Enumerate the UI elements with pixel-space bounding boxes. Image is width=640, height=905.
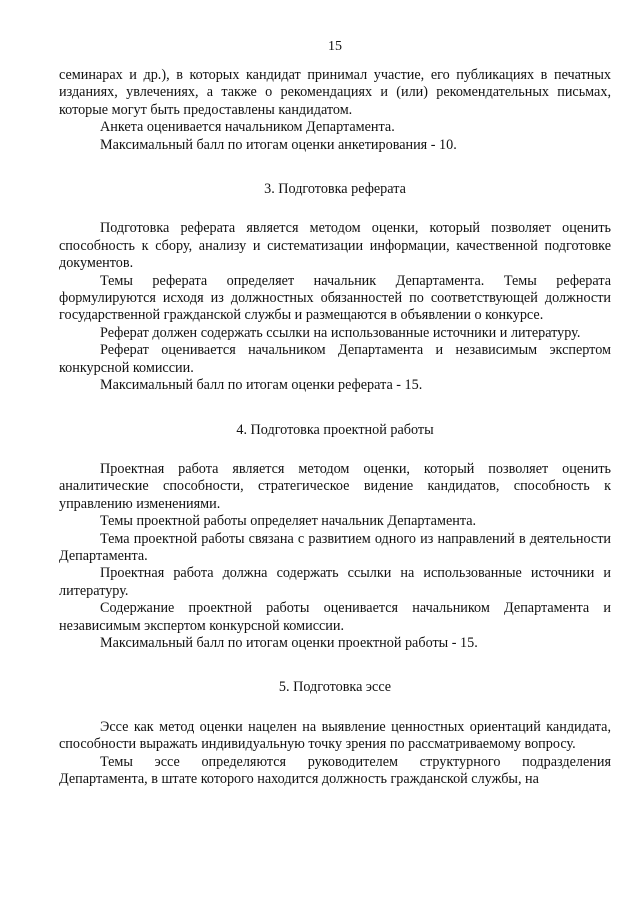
paragraph: Темы реферата определяет начальник Департамента. Темы реферата формулируются исходя из должностных обязанностей по соответствующей должности государственной гражданской службы и размещаются в объявлении о конкурсе. xyxy=(59,272,611,324)
paragraph: Максимальный балл по итогам оценки реферата - 15. xyxy=(100,377,423,394)
paragraph: Эссе как метод оценки нацелен на выявление ценностных ориентаций кандидата, способности выражать индивидуальную точку зрения по рассматриваемому вопросу. xyxy=(59,718,611,753)
section-heading-project-work: 4. Подготовка проектной работы xyxy=(236,421,434,438)
paragraph: Анкета оценивается начальником Департамента. xyxy=(100,119,395,136)
carryover-paragraph: семинарах и др.), в которых кандидат принимал участие, его публикациях в печатных изданиях, увлечениях, а также о рекомендациях и (или) рекомендательных письмах, которые могут быть предоставлены кандидатом. xyxy=(59,67,611,118)
paragraph: Проектная работа должна содержать ссылки на использованные источники и литературу. xyxy=(59,565,611,599)
paragraph: Содержание проектной работы оценивается начальником Департамента и независимым экспертом конкурсной комиссии. xyxy=(59,600,611,634)
paragraph: Темы эссе определяются руководителем структурного подразделения Департамента, в штате которого находится должность гражданской службы, на xyxy=(59,753,611,787)
paragraph: Темы проектной работы определяет начальник Департамента. xyxy=(100,513,477,530)
paragraph: Проектная работа является методом оценки, который позволяет оценить аналитические способности, стратегическое видение кандидатов, способность к управлению изменениями. xyxy=(59,460,611,512)
paragraph: Максимальный балл по итогам оценки проектной работы - 15. xyxy=(100,634,478,651)
paragraph: Максимальный балл по итогам оценки анкетирования - 10. xyxy=(100,136,457,153)
section-heading-essay: 5. Подготовка эссе xyxy=(278,679,392,696)
paragraph: Реферат должен содержать ссылки на использованные источники и литературу. xyxy=(100,324,581,341)
document-body xyxy=(59,67,611,788)
paragraph: Тема проектной работы связана с развитием одного из направлений в деятельности Департамента. xyxy=(59,530,611,564)
paragraph: Реферат оценивается начальником Департамента и независимым экспертом конкурсной комиссии. xyxy=(59,342,611,376)
paragraph: Подготовка реферата является методом оценки, который позволяет оценить способность к сбору, анализу и систематизации информации, качественной подготовке документов. xyxy=(59,220,611,272)
section-heading-abstract: 3. Подготовка реферата xyxy=(264,181,406,198)
page-number: 15 xyxy=(328,39,342,54)
